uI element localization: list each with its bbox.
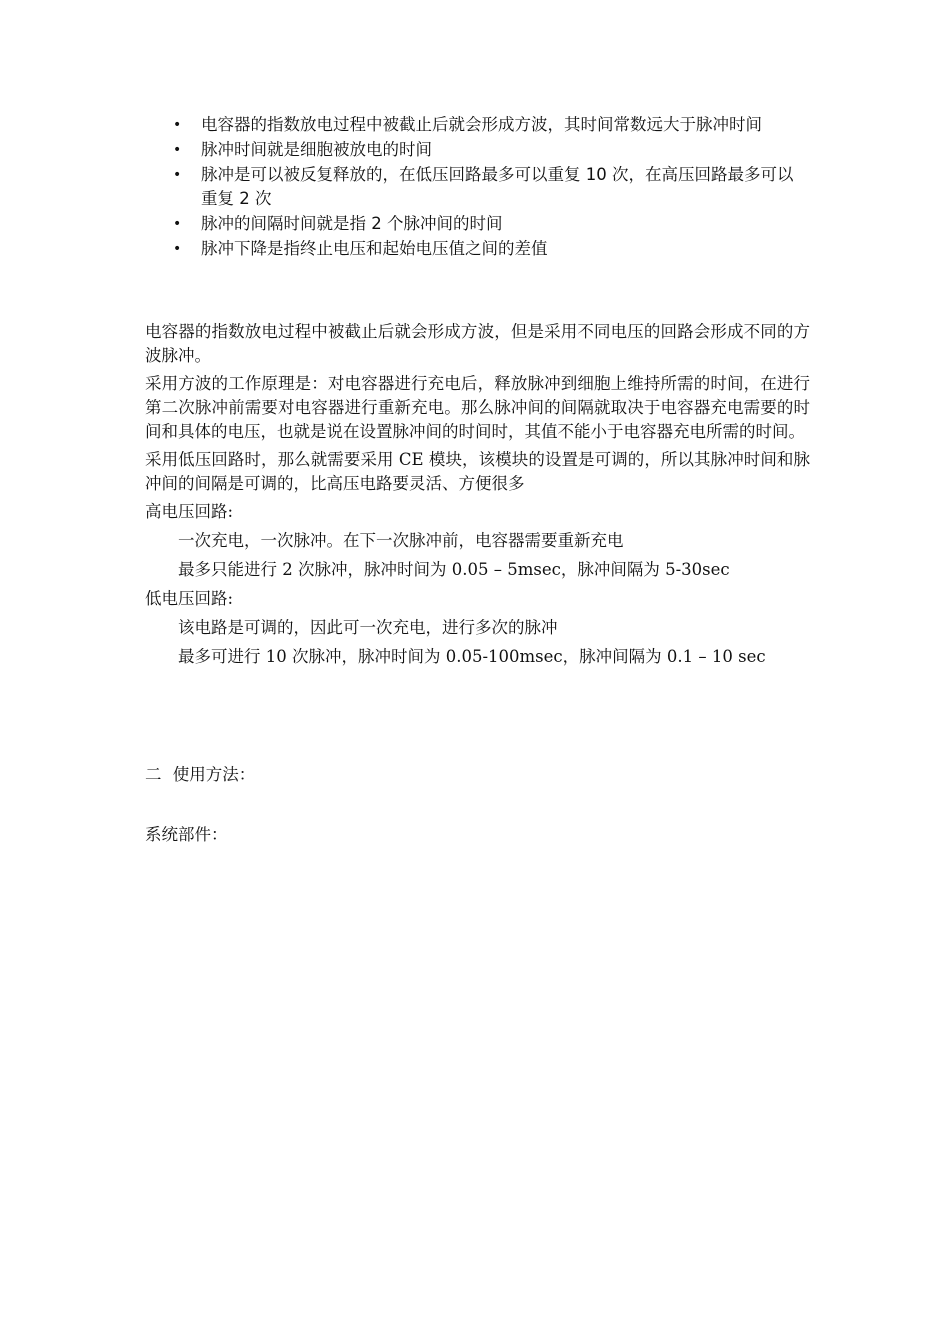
low-voltage-heading: 低电压回路:	[145, 589, 234, 608]
bullet-item	[0, 138, 809, 162]
bullet-dot-icon: •	[173, 142, 182, 158]
section-title: 二 使用方法：	[145, 765, 256, 784]
bullet-dot-icon: •	[173, 241, 182, 257]
bullet-dot-icon: •	[173, 117, 182, 133]
bullet-item	[0, 113, 809, 137]
bullet-item	[0, 212, 809, 236]
bullet-text: 脉冲的间隔时间就是指 2 个脉冲间的时间	[201, 214, 503, 233]
bullet-text: 脉冲下降是指终止电压和起始电压值之间的差值	[201, 239, 548, 258]
paragraph-square-wave: 电容器的指数放电过程中被截止后就会形成方波，但是采用不同电压的回路会形成不同的方波脉冲。	[145, 322, 810, 365]
high-voltage-line-1: 一次充电，一次脉冲。在下一次脉冲前，电容器需要重新充电	[178, 531, 624, 550]
high-voltage-line-2: 最多只能进行 2 次脉冲，脉冲时间为 0.05 – 5msec，脉冲间隔为 5-30sec	[178, 560, 730, 579]
bullet-text: 电容器的指数放电过程中被截止后就会形成方波，其时间常数远大于脉冲时间	[201, 115, 762, 134]
low-voltage-line-2: 最多可进行 10 次脉冲，脉冲时间为 0.05-100msec，脉冲间隔为 0.1 – 10 sec	[178, 647, 766, 666]
subsection-title: 系统部件：	[145, 825, 228, 844]
bullet-text: 脉冲时间就是细胞被放电的时间	[201, 140, 432, 159]
body-text	[145, 320, 810, 674]
low-voltage-line-1: 该电路是可调的，因此可一次充电，进行多次的脉冲	[178, 618, 558, 637]
bullet-dot-icon: •	[173, 167, 182, 183]
paragraph-principle: 采用方波的工作原理是：对电容器进行充电后，释放脉冲到细胞上维持所需的时间，在进行第二次脉冲前需要对电容器进行重新充电。那么脉冲间的间隔就取决于电容器充电需要的时间和具体的电压，也就是说在设置脉冲间的时间时，其值不能小于电容器充电所需的时间。	[145, 374, 810, 441]
bullet-list	[0, 113, 950, 262]
bullet-item	[0, 237, 809, 261]
bullet-text: 脉冲是可以被反复释放的，在低压回路最多可以重复 10 次，在高压回路最多可以重复 2 次	[201, 165, 794, 208]
bullet-item	[0, 163, 809, 211]
high-voltage-heading: 高电压回路:	[145, 502, 234, 521]
paragraph-low-voltage-ce: 采用低压回路时，那么就需要采用 CE 模块，该模块的设置是可调的，所以其脉冲时间和脉冲间的间隔是可调的，比高压电路要灵活、方便很多	[145, 450, 810, 493]
bullet-dot-icon: •	[173, 216, 182, 232]
